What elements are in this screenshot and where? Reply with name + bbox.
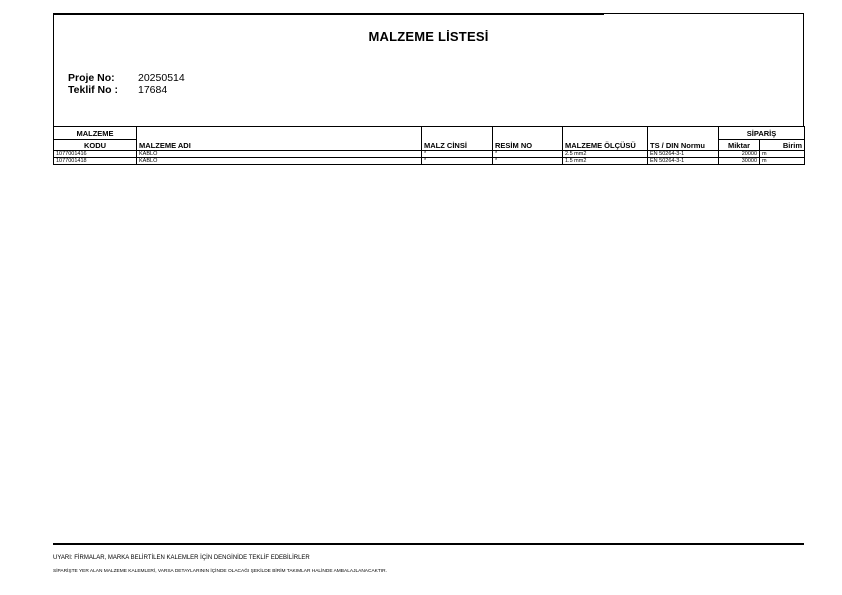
cell-olcu: 1.5 mm2 [563,158,648,165]
cell-resim: * [493,158,563,165]
cell-miktar: 20000 [719,151,760,158]
material-table [53,126,805,165]
table-row [54,158,805,165]
header-malzeme-adi: MALZEME ADI [137,127,422,151]
teklif-no-label: Teklif No : [68,84,118,96]
cell-birim: m [760,151,805,158]
header-malz-cinsi: MALZ CİNSİ [422,127,493,151]
header-malzeme-kodu-top: MALZEME [54,127,137,140]
header-siparis: SİPARİŞ [719,127,805,140]
teklif-no-line [68,84,167,96]
proje-no-label: Proje No: [68,72,115,84]
cell-kod: 1077001416 [54,151,137,158]
cell-cins: * [422,158,493,165]
footer-warning-2: SİPARİŞTE YER ALAN MALZEME KALEMLERİ, VARSA DETAYLARININ İÇİNDE OLACAĞI ŞEKİLDE BİRİM TAKIMLAR HALİNDE AMBALAJLANACAKTIR. [53,569,387,574]
cell-olcu: 2.5 mm2 [563,151,648,158]
cell-ts: EN 50264-3-1 [648,158,719,165]
header-resim-no: RESİM NO [493,127,563,151]
footer-divider [53,543,804,545]
cell-ad: KABLO [137,158,422,165]
footer-warning-1: UYARI: FİRMALAR, MARKA BELİRTİLEN KALEMLER İÇİN DENGİNİDE TEKLİF EDEBİLİRLER [53,555,310,561]
cell-cins: * [422,151,493,158]
table-row [54,151,805,158]
cell-resim: * [493,151,563,158]
teklif-no-value: 17684 [138,84,168,96]
cell-ts: EN 50264-3-1 [648,151,719,158]
header-birim: Birim [760,140,805,151]
header-miktar: Miktar [719,140,760,151]
header-malzeme-kodu-bottom: KODU [54,140,137,151]
cell-ad: KABLO [137,151,422,158]
cell-miktar: 30000 [719,158,760,165]
proje-no-line [68,72,185,84]
proje-no-value: 20250514 [138,72,185,84]
document-title: MALZEME LİSTESİ [368,29,489,44]
cell-birim: m [760,158,805,165]
cell-kod: 1077001418 [54,158,137,165]
header-ts-din-normu: TS / DIN Normu [648,127,719,151]
table-header-row-1 [54,127,805,140]
header-malzeme-olcusu: MALZEME ÖLÇÜSÜ [563,127,648,151]
